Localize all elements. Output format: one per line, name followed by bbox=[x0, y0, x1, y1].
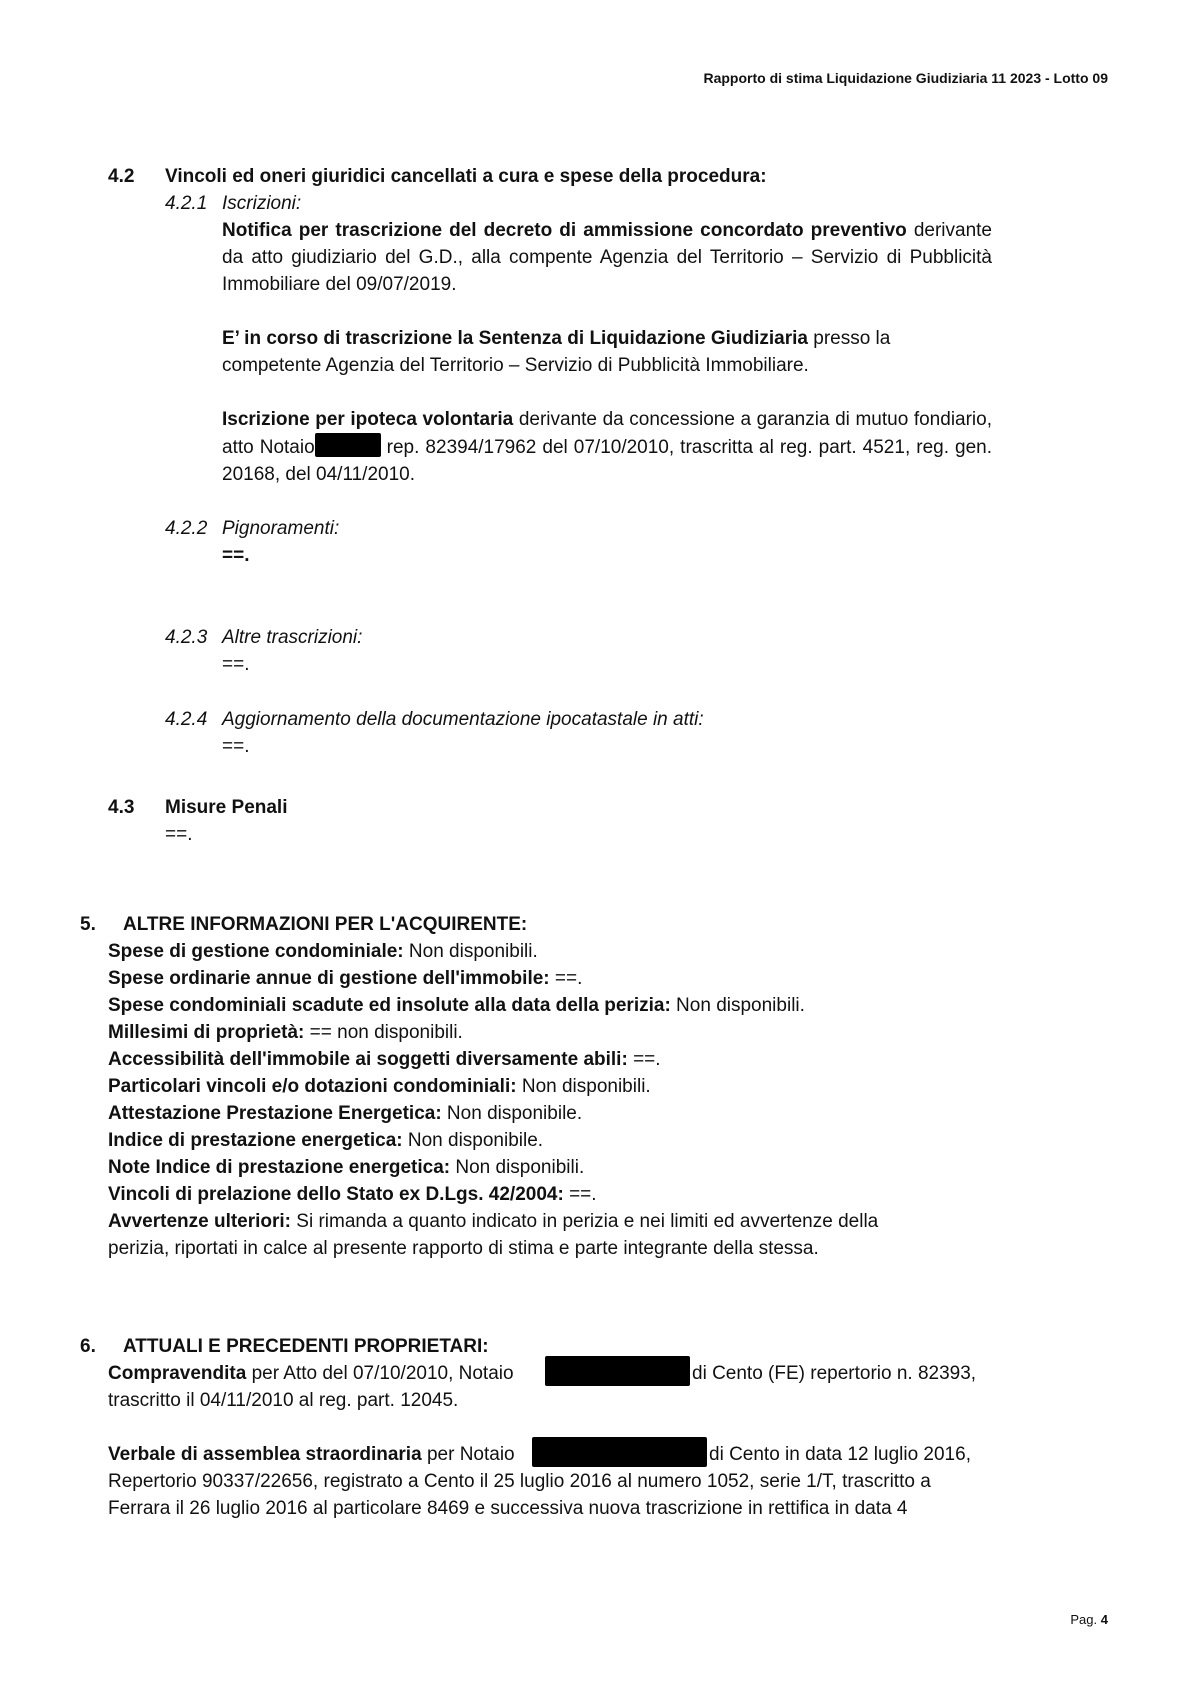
info-item-warning bbox=[108, 1208, 998, 1235]
info-item-value: ==. bbox=[549, 968, 583, 989]
info-item bbox=[108, 965, 998, 992]
info-item-value: Non disponibile. bbox=[402, 1130, 544, 1151]
subsection-4-2-2-number: 4.2.2 bbox=[165, 518, 208, 539]
info-item-label: Note Indice di prestazione energetica: bbox=[108, 1157, 451, 1178]
info-item bbox=[108, 1019, 998, 1046]
warning-text-line-1: Si rimanda a quanto indicato in perizia e nei limiti ed avvertenze della bbox=[291, 1211, 879, 1232]
verbale-text-b: di Cento in data 12 luglio 2016, bbox=[709, 1444, 971, 1465]
paragraph-ipoteca-text-b: rep. 82394/17962 del 07/10/2010, trascritta al reg. part. 4521, reg. gen. 20168, del 04/11/2010. bbox=[222, 437, 992, 485]
verbale-line-1a bbox=[108, 1441, 515, 1468]
compravendita-text-b: di Cento (FE) repertorio n. 82393, bbox=[692, 1363, 977, 1384]
info-item bbox=[108, 1154, 998, 1181]
page-number bbox=[1070, 1612, 1108, 1627]
info-item bbox=[108, 1181, 998, 1208]
subsection-4-2-4-title: Aggiornamento della documentazione ipocatastale in atti: bbox=[222, 709, 704, 730]
info-item-value: Non disponibili. bbox=[403, 941, 538, 962]
section-5-number: 5. bbox=[80, 914, 96, 935]
section-4-3-value: ==. bbox=[165, 824, 193, 845]
paragraph-sentenza-text: presso la competente Agenzia del Territorio – Servizio di Pubblicità Immobiliare. bbox=[222, 328, 891, 376]
compravendita-line-1a bbox=[108, 1360, 514, 1387]
info-item-value: ==. bbox=[563, 1184, 597, 1205]
info-item-value: ==. bbox=[627, 1049, 661, 1070]
redaction-notary-name bbox=[545, 1356, 690, 1386]
paragraph-sentenza-lead: E’ in corso di trascrizione la Sentenza di Liquidazione Giudiziaria bbox=[222, 328, 808, 349]
verbale-text-a: per Notaio bbox=[421, 1444, 515, 1465]
page-number-value: 4 bbox=[1100, 1612, 1108, 1627]
paragraph-ipoteca-lead: Iscrizione per ipoteca volontaria bbox=[222, 409, 514, 430]
redaction-notary-name bbox=[315, 433, 381, 457]
info-item-label: Particolari vincoli e/o dotazioni condominiali: bbox=[108, 1076, 517, 1097]
paragraph-concordato bbox=[222, 217, 992, 298]
subsection-4-2-3-number: 4.2.3 bbox=[165, 627, 208, 648]
info-item-value: == non disponibili. bbox=[304, 1022, 463, 1043]
info-item-value: Non disponibile. bbox=[441, 1103, 583, 1124]
subsection-4-2-2-title: Pignoramenti: bbox=[222, 518, 340, 539]
section-4-3-title: Misure Penali bbox=[165, 797, 288, 818]
paragraph-ipoteca-text-a: derivante da concessione a garanzia di mutuo fondiario, atto Notaio bbox=[222, 409, 992, 458]
info-item-value: Non disponibili. bbox=[516, 1076, 651, 1097]
info-item-value: Non disponibili. bbox=[670, 995, 805, 1016]
section-5-title: ALTRE INFORMAZIONI PER L'ACQUIRENTE: bbox=[123, 914, 528, 935]
page-label: Pag. bbox=[1070, 1612, 1098, 1627]
info-item-label: Spese ordinarie annue di gestione dell'immobile: bbox=[108, 968, 550, 989]
section-4-3-number: 4.3 bbox=[108, 797, 135, 818]
acquirente-info-list bbox=[108, 938, 998, 1262]
section-6-number: 6. bbox=[80, 1336, 96, 1357]
subsection-4-2-4-value: ==. bbox=[222, 736, 250, 757]
info-item bbox=[108, 1046, 998, 1073]
verbale-text-line-3: Ferrara il 26 luglio 2016 al particolare 8469 e successiva nuova trascrizione in rettifica in data 4 bbox=[108, 1498, 908, 1519]
info-item bbox=[108, 1073, 998, 1100]
info-item-label: Vincoli di prelazione dello Stato ex D.Lgs. 42/2004: bbox=[108, 1184, 564, 1205]
redaction-notary-name bbox=[532, 1437, 707, 1467]
info-item bbox=[108, 938, 998, 965]
section-6-title: ATTUALI E PRECEDENTI PROPRIETARI: bbox=[123, 1336, 489, 1357]
info-item-label: Accessibilità dell'immobile ai soggetti diversamente abili: bbox=[108, 1049, 628, 1070]
info-item bbox=[108, 1100, 998, 1127]
paragraph-ipoteca bbox=[222, 406, 992, 488]
paragraph-concordato-text: derivante da atto giudiziario del G.D., alla compente Agenzia del Territorio – Servizio di Pubblicità Immobiliare del 09/07/2019. bbox=[222, 220, 992, 295]
section-4-2-title: Vincoli ed oneri giuridici cancellati a cura e spese della procedura: bbox=[165, 166, 767, 187]
subsection-4-2-1-number: 4.2.1 bbox=[165, 193, 208, 214]
section-4-2-number: 4.2 bbox=[108, 166, 135, 187]
warning-text-line-2: perizia, riportati in calce al presente rapporto di stima e parte integrante della stessa. bbox=[108, 1238, 819, 1259]
verbale-lead: Verbale di assemblea straordinaria bbox=[108, 1444, 422, 1465]
warning-label: Avvertenze ulteriori: bbox=[108, 1211, 292, 1232]
info-item-value: Non disponibili. bbox=[450, 1157, 585, 1178]
paragraph-concordato-lead: Notifica per trascrizione del decreto di ammissione concordato preventivo bbox=[222, 220, 907, 241]
compravendita-text-c: trascritto il 04/11/2010 al reg. part. 12045. bbox=[108, 1390, 459, 1411]
subsection-4-2-1-title: Iscrizioni: bbox=[222, 193, 302, 214]
compravendita-text-a: per Atto del 07/10/2010, Notaio bbox=[246, 1363, 514, 1384]
info-item-label: Millesimi di proprietà: bbox=[108, 1022, 305, 1043]
info-item-label: Spese condominiali scadute ed insolute alla data della perizia: bbox=[108, 995, 671, 1016]
compravendita-lead: Compravendita bbox=[108, 1363, 247, 1384]
subsection-4-2-4-number: 4.2.4 bbox=[165, 709, 208, 730]
info-item-warning-cont bbox=[108, 1235, 998, 1262]
subsection-4-2-3-value: ==. bbox=[222, 654, 250, 675]
subsection-4-2-2-value: ==. bbox=[222, 545, 250, 566]
info-item bbox=[108, 1127, 998, 1154]
report-header: Rapporto di stima Liquidazione Giudiziaria 11 2023 - Lotto 09 bbox=[703, 70, 1108, 86]
info-item-label: Spese di gestione condominiale: bbox=[108, 941, 404, 962]
paragraph-sentenza bbox=[222, 325, 992, 379]
verbale-text-line-2: Repertorio 90337/22656, registrato a Cento il 25 luglio 2016 al numero 1052, serie 1/T, trascritto a bbox=[108, 1471, 931, 1492]
info-item-label: Attestazione Prestazione Energetica: bbox=[108, 1103, 442, 1124]
subsection-4-2-3-title: Altre trascrizioni: bbox=[222, 627, 363, 648]
info-item bbox=[108, 992, 998, 1019]
info-item-label: Indice di prestazione energetica: bbox=[108, 1130, 403, 1151]
